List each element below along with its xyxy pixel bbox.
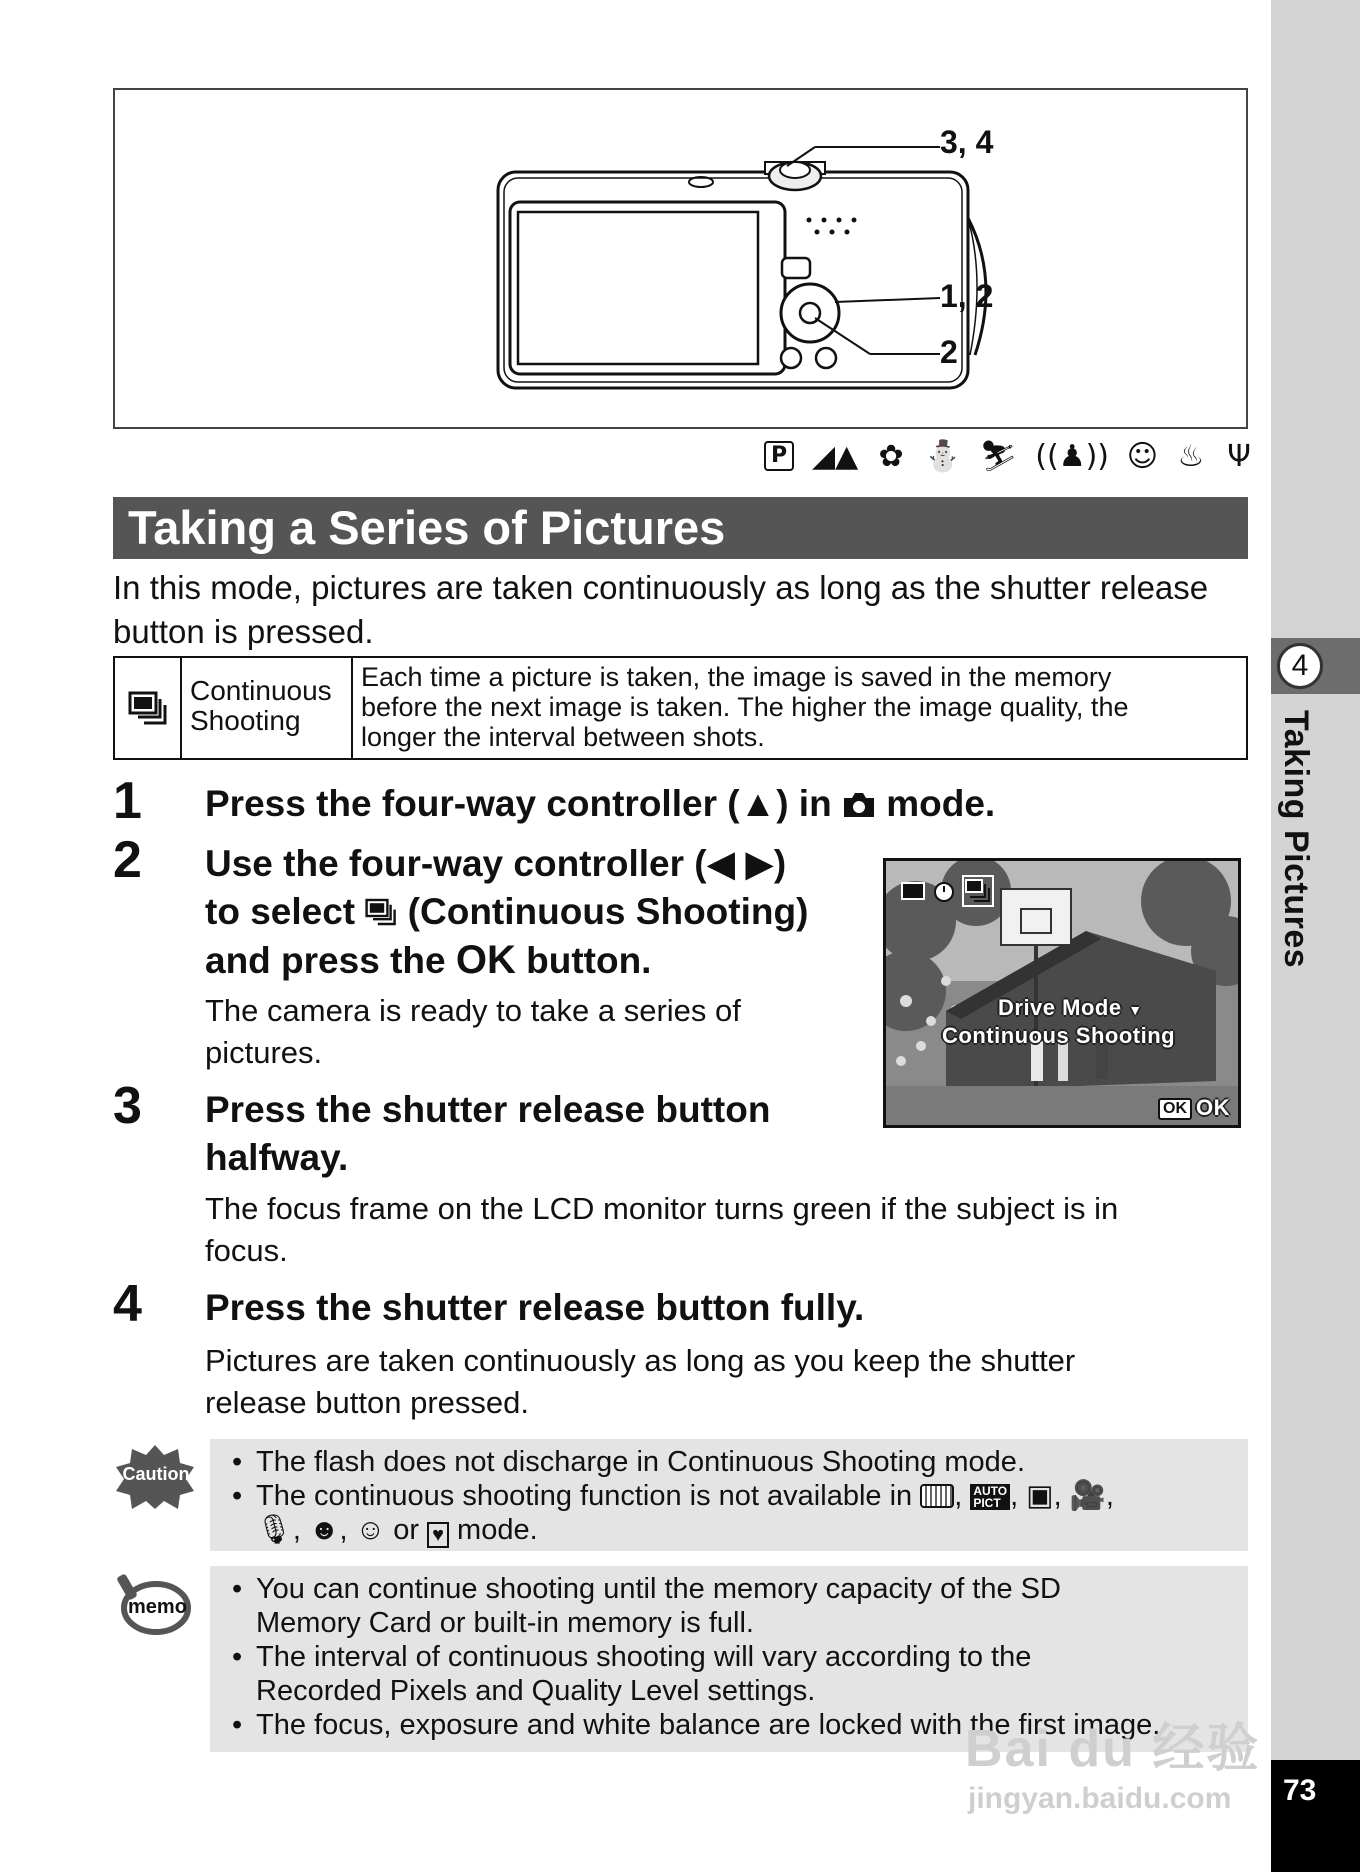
memo-line: Recorded Pixels and Quality Level settings. [256,1675,816,1707]
memo-item [226,1572,1248,1640]
step-4-body [205,1340,1075,1424]
lcd-continuous-shooting-label: Continuous Shooting [942,1023,1176,1048]
description-line: longer the interval between shots. [361,722,765,752]
sport-mode-icon: ⛷ [979,438,1018,474]
caution-text: or [385,1514,428,1546]
step-1-number: 1 [113,772,142,830]
memo-item: • The focus, exposure and white balance are locked with the first image. [226,1708,1248,1742]
memo-line: • The interval of continuous shooting will vary according to the [256,1641,1032,1673]
lcd-top-icons [900,875,996,907]
movie-mode-icon: 🎥 [1069,1480,1106,1512]
chapter-title: Taking Pictures [1277,710,1315,969]
step-3-number: 3 [113,1077,142,1135]
step-2-body-line: The camera is ready to take a series of [205,993,741,1028]
caution-item: • The flash does not discharge in Continuous Shooting mode. [226,1445,1248,1479]
chapter-number: 4 [1277,643,1323,689]
self-timer-icon [932,879,956,903]
mode-description-table [113,656,1248,760]
step-4-number: 4 [113,1275,142,1333]
section-title: Taking a Series of Pictures [128,501,726,554]
food-mode-icon: Ψ [1227,438,1251,474]
step-2-body-line: pictures. [205,1035,323,1070]
smile-frame-mode-icon [920,1484,954,1508]
memo-line: Memory Card or built-in memory is full. [256,1607,754,1639]
program-mode-icon: P [764,441,794,471]
voice-recording-mode-icon: 🎙 [256,1514,293,1546]
single-frame-icon [900,880,926,902]
step-1-heading [205,780,995,828]
auto-picture-mode-icon: AUTO PICT [970,1484,1010,1510]
caution-badge-label: Caution [122,1464,190,1484]
description-line: before the next image is taken. The higher the image quality, the [361,692,1129,722]
camera-mode-icon [842,791,876,819]
watermark-logo: Bai du 经验 [965,1720,1261,1778]
ok-button-glyph: OK [455,938,516,982]
step-2-text: and press the [205,940,456,981]
callout-1-2: 1, 2 [940,278,994,314]
step-2-body [205,990,741,1074]
caution-item: • The continuous shooting function is not available in , AUTO PICT , ▣, 🎥, 🎙, ☻, ☺ or ♥ mode. [226,1479,1248,1548]
step-2-line [205,936,808,985]
step-2-line [205,888,808,936]
page-number: 73 [1283,1774,1317,1807]
lcd-ok-label: OK [1196,1095,1230,1120]
step-3-heading [205,1086,770,1182]
portrait-mode-icon: ☻ [308,1514,340,1546]
memo-item [226,1640,1248,1708]
memo-badge-label: memo [128,1596,187,1618]
flower-mode-icon: ✿ [878,438,904,474]
mode-name-line: Continuous [190,675,332,706]
camera-figure [113,88,1248,429]
mode-name-line: Shooting [190,705,301,736]
callout-2: 2 [940,334,958,370]
continuous-shooting-selected-icon [962,875,994,907]
camera-back-illustration [115,90,1250,431]
caution-text: , [292,1514,309,1546]
available-mode-icons [764,437,1254,475]
callout-3-4: 3, 4 [940,124,994,160]
caution-text: The continuous shooting function is not available in [256,1480,921,1512]
drive-mode-text: Drive Mode [998,995,1122,1020]
step-4-body-line: Pictures are taken continuously as long as you keep the shutter [205,1343,1076,1378]
favorite-mode-icon: ♥ [427,1522,449,1548]
caution-text: , [1105,1480,1114,1512]
step-2-line: Use the four-way controller (◀ ▶) [205,843,787,884]
description-line: Each time a picture is taken, the image is saved in the memory [361,662,1112,692]
surf-snow-mode-icon: ⛄ [924,438,962,474]
continuous-shooting-icon [365,898,397,926]
step-1-text: mode. [875,783,996,824]
step-2-heading [205,840,808,985]
step-3-body-line: The focus frame on the LCD monitor turns green if the subject is in [205,1191,1119,1226]
landscape-mode-icon: ◢▲ [812,438,859,474]
step-2-text: button. [515,940,652,981]
digital-sr-mode-icon: ((♟)) [1035,438,1109,474]
kids-mode-icon: ☺ [1126,438,1159,474]
pet-mode-icon: ♨ [1177,438,1205,474]
caution-list [210,1439,1248,1548]
step-4-heading: Press the shutter release button fully. [205,1287,865,1328]
frame-composite-mode-icon: ▣ [1026,1480,1054,1512]
lcd-ok-badge: OK [1158,1098,1192,1120]
intro-paragraph: In this mode, pictures are taken continuously as long as the shutter release button is pressed. [113,569,1209,650]
mode-name-cell [182,658,353,758]
step-3-body [205,1188,1118,1272]
step-1-text: Press the four-way controller (▲) in [205,783,842,824]
watermark-url: jingyan.baidu.com [968,1782,1232,1815]
step-2-text: (Continuous Shooting) [397,891,809,932]
dropdown-arrow-icon: ▼ [1128,1002,1143,1018]
step-3-line: halfway. [205,1137,349,1178]
mode-description-cell [353,658,1246,758]
caution-note-box [210,1439,1248,1551]
lcd-drive-mode-label [998,995,1143,1021]
step-2-text: to select [205,891,366,932]
memo-line: • You can continue shooting until the memory capacity of the SD [256,1573,1061,1605]
step-2-number: 2 [113,831,142,889]
continuous-shooting-icon [128,691,168,725]
kids-mode-icon: ☺ [355,1514,386,1546]
step-4-body-line: release button pressed. [205,1385,529,1420]
caution-text: mode. [448,1514,538,1546]
step-3-line: Press the shutter release button [205,1089,771,1130]
step-3-body-line: focus. [205,1233,288,1268]
lcd-screen-image [883,858,1241,1128]
continuous-shooting-icon-cell [115,658,182,758]
